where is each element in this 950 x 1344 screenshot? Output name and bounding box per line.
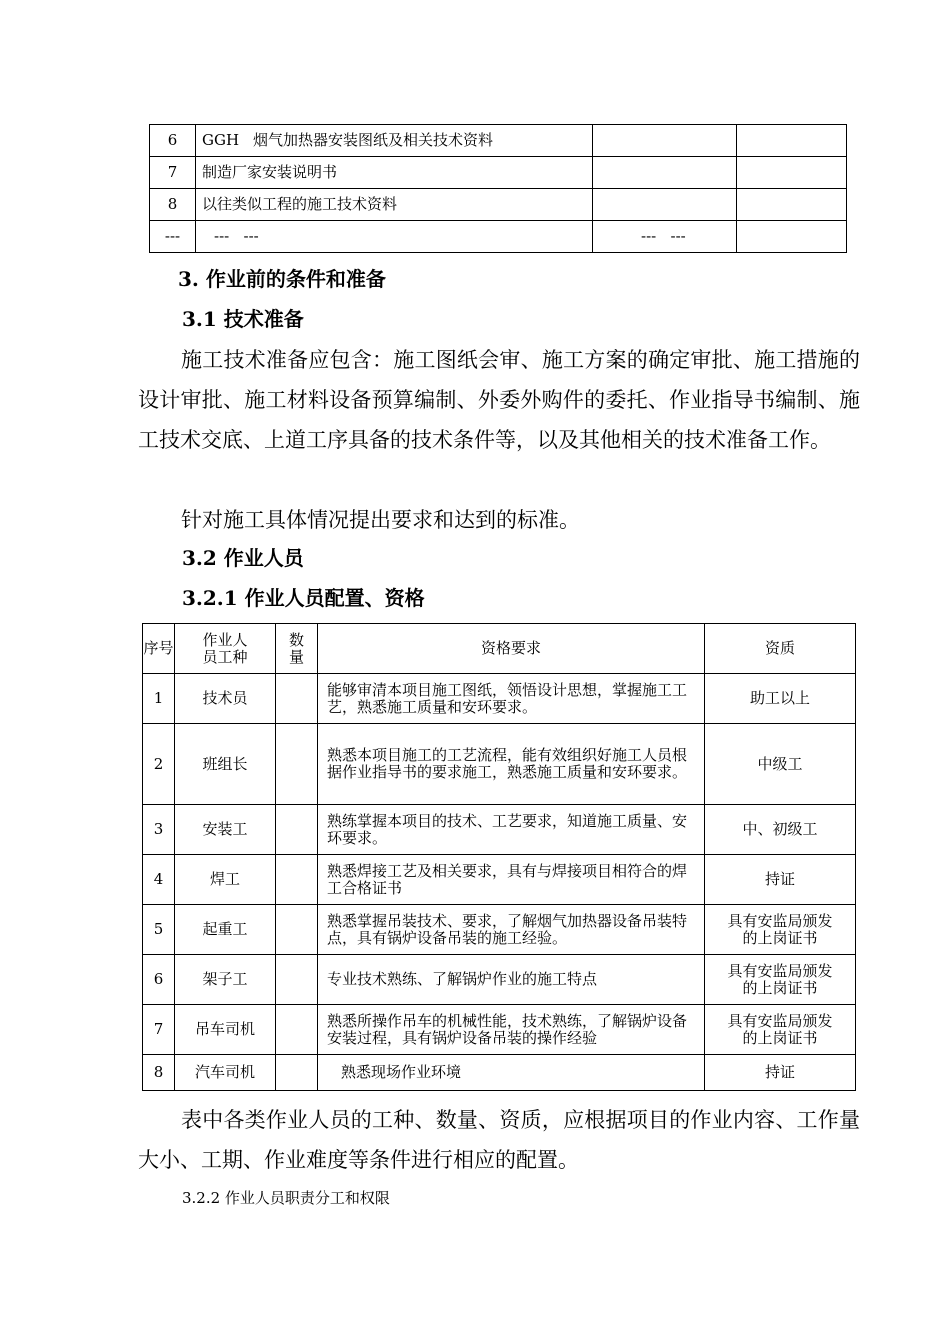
qualification: 中级工 bbox=[705, 724, 856, 805]
quantity bbox=[276, 905, 318, 955]
material-title: 烟气加热器安装图纸及相关技术资料 bbox=[253, 131, 494, 149]
paragraph: 表中各类作业人员的工种、数量、资质，应根据项目的作业内容、工作量大小、工期、作业难度等条件进行相应的配置。 bbox=[138, 1108, 860, 1172]
header-type: 作业人员工种 bbox=[175, 624, 276, 674]
empty-cell bbox=[593, 125, 737, 157]
table-row bbox=[150, 189, 847, 221]
reference-materials-table bbox=[149, 124, 847, 253]
quantity bbox=[276, 855, 318, 905]
qualification: 具有安监局颁发的上岗证书 bbox=[705, 1005, 856, 1055]
empty-cell bbox=[593, 189, 737, 221]
requirements: 能够审清本项目施工图纸，领悟设计思想，掌握施工工艺，熟悉施工质量和安环要求。 bbox=[318, 674, 705, 724]
quantity bbox=[276, 1005, 318, 1055]
qualification: 具有安监局颁发的上岗证书 bbox=[705, 905, 856, 955]
paragraph: 施工技术准备应包含：施工图纸会审、施工方案的确定审批、施工措施的设计审批、施工材料设备预算编制、外委外购件的委托、作业指导书编制、施工技术交底、上道工序具备的技术条件等，以及其他相关的技术准备工作。 bbox=[138, 348, 860, 452]
job-type: 吊车司机 bbox=[175, 1005, 276, 1055]
row-number: 6 bbox=[150, 125, 196, 157]
table-row bbox=[150, 221, 847, 253]
row-number: 7 bbox=[150, 157, 196, 189]
job-type: 技术员 bbox=[175, 674, 276, 724]
job-type: 起重工 bbox=[175, 905, 276, 955]
qualification: 中、初级工 bbox=[705, 805, 856, 855]
ellipsis-cell: --- --- bbox=[593, 221, 737, 253]
material-name: 以往类似工程的施工技术资料 bbox=[196, 189, 593, 221]
row-number: 7 bbox=[143, 1005, 175, 1055]
table-row bbox=[143, 724, 856, 805]
requirements: 专业技术熟练、了解锅炉作业的施工特点 bbox=[318, 955, 705, 1005]
table-row bbox=[143, 905, 856, 955]
job-type: 汽车司机 bbox=[175, 1055, 276, 1091]
quantity bbox=[276, 674, 318, 724]
row-number: 3 bbox=[143, 805, 175, 855]
table-header-row bbox=[143, 624, 856, 674]
table-row bbox=[143, 955, 856, 1005]
row-number: 1 bbox=[143, 674, 175, 724]
material-name: 制造厂家安装说明书 bbox=[196, 157, 593, 189]
qualification: 具有安监局颁发的上岗证书 bbox=[705, 955, 856, 1005]
subsection-heading: 3.2.2 作业人员职责分工和权限 bbox=[182, 1189, 390, 1207]
quantity bbox=[276, 805, 318, 855]
row-number: 8 bbox=[150, 189, 196, 221]
quantity bbox=[276, 1055, 318, 1091]
material-name bbox=[196, 125, 593, 157]
qualification: 助工以上 bbox=[705, 674, 856, 724]
subsection-heading: 3.1 技术准备 bbox=[182, 307, 304, 331]
requirements: 熟练掌握本项目的技术、工艺要求，知道施工质量、安环要求。 bbox=[318, 805, 705, 855]
subsection-heading: 3.2 作业人员 bbox=[182, 546, 304, 570]
qualification: 持证 bbox=[705, 1055, 856, 1091]
requirements: 熟悉所操作吊车的机械性能，技术熟练，了解锅炉设备安装过程，具有锅炉设备吊装的操作经验 bbox=[318, 1005, 705, 1055]
row-number: 4 bbox=[143, 855, 175, 905]
table-row bbox=[143, 805, 856, 855]
job-type: 班组长 bbox=[175, 724, 276, 805]
requirements: 熟悉掌握吊装技术、要求，了解烟气加热器设备吊装特点，具有锅炉设备吊装的施工经验。 bbox=[318, 905, 705, 955]
quantity bbox=[276, 955, 318, 1005]
requirements: 熟悉焊接工艺及相关要求，具有与焊接项目相符合的焊工合格证书 bbox=[318, 855, 705, 905]
row-number: 8 bbox=[143, 1055, 175, 1091]
row-number: --- bbox=[150, 221, 196, 253]
table-row bbox=[150, 125, 847, 157]
job-type: 焊工 bbox=[175, 855, 276, 905]
qualification: 持证 bbox=[705, 855, 856, 905]
material-prefix: GGH bbox=[202, 131, 240, 149]
paragraph: 针对施工具体情况提出要求和达到的标准。 bbox=[181, 508, 580, 532]
empty-cell bbox=[593, 157, 737, 189]
empty-cell bbox=[737, 157, 847, 189]
header-qty: 数量 bbox=[276, 624, 318, 674]
row-number: 5 bbox=[143, 905, 175, 955]
empty-cell bbox=[737, 221, 847, 253]
personnel-table bbox=[142, 623, 856, 1091]
section-heading: 3. 作业前的条件和准备 bbox=[178, 267, 386, 291]
header-qualification: 资质 bbox=[705, 624, 856, 674]
subsection-heading: 3.2.1 作业人员配置、资格 bbox=[182, 586, 425, 610]
header-no: 序号 bbox=[143, 624, 175, 674]
empty-cell bbox=[737, 125, 847, 157]
table-row bbox=[143, 1055, 856, 1091]
empty-cell bbox=[737, 189, 847, 221]
requirements: 熟悉现场作业环境 bbox=[318, 1055, 705, 1091]
row-number: 2 bbox=[143, 724, 175, 805]
header-requirements: 资格要求 bbox=[318, 624, 705, 674]
table-row bbox=[143, 855, 856, 905]
table-row bbox=[143, 1005, 856, 1055]
material-name: --- --- bbox=[196, 221, 593, 253]
table-row bbox=[143, 674, 856, 724]
requirements: 熟悉本项目施工的工艺流程，能有效组织好施工人员根据作业指导书的要求施工，熟悉施工质量和安环要求。 bbox=[318, 724, 705, 805]
row-number: 6 bbox=[143, 955, 175, 1005]
job-type: 安装工 bbox=[175, 805, 276, 855]
quantity bbox=[276, 724, 318, 805]
job-type: 架子工 bbox=[175, 955, 276, 1005]
table-row bbox=[150, 157, 847, 189]
